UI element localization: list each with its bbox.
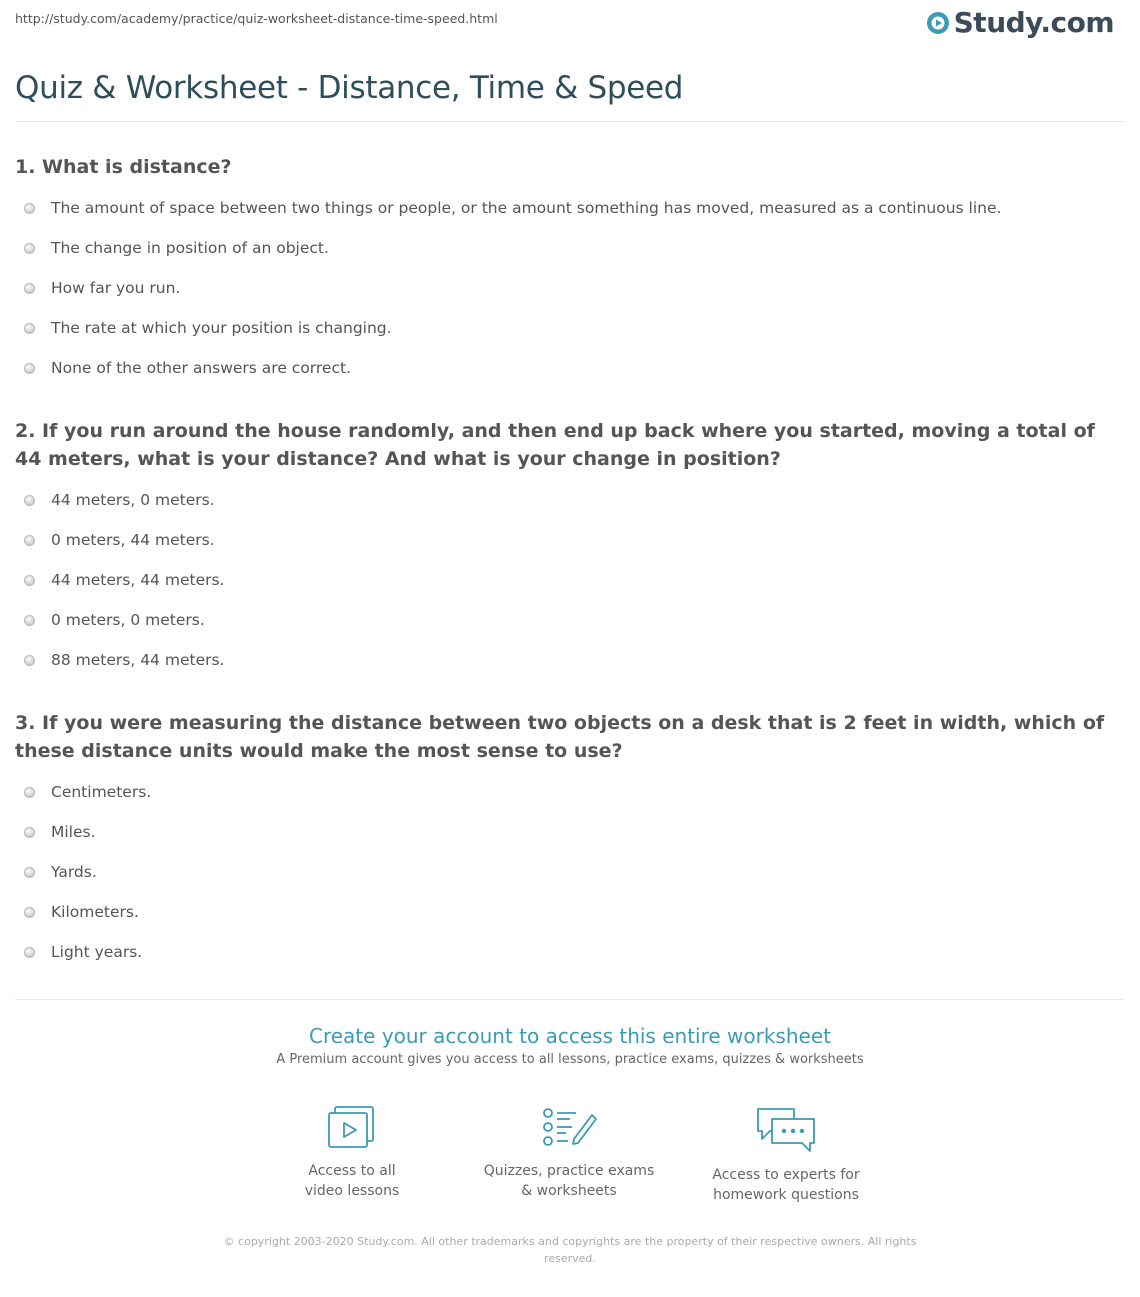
answer-option[interactable]: Centimeters.: [15, 772, 1120, 812]
question-text: 2. If you run around the house randomly, and then end up back where you started, moving a total of 44 meters, what is your distance? And what is your change in position?: [15, 420, 1095, 470]
brand-name: Study.com: [953, 6, 1114, 39]
premium-features: [0, 1105, 1140, 1205]
create-account-link[interactable]: Create your account to access this entire worksheet: [309, 1024, 831, 1048]
answer-option[interactable]: None of the other answers are correct.: [15, 348, 1120, 388]
answer-option[interactable]: 88 meters, 44 meters.: [15, 640, 1120, 680]
radio-button[interactable]: [24, 907, 35, 918]
cta-subtitle: A Premium account gives you access to all lessons, practice exams, quizzes & worksheets: [276, 1052, 864, 1067]
page-url: http://study.com/academy/practice/quiz-worksheet-distance-time-speed.html: [15, 11, 498, 26]
radio-button[interactable]: [24, 827, 35, 838]
answer-option[interactable]: The change in position of an object.: [15, 228, 1120, 268]
radio-button[interactable]: [24, 283, 35, 294]
answer-option[interactable]: The rate at which your position is changing.: [15, 308, 1120, 348]
radio-button[interactable]: [24, 323, 35, 334]
question-2: [15, 417, 1120, 680]
answer-option[interactable]: 44 meters, 44 meters.: [15, 560, 1120, 600]
radio-button[interactable]: [24, 203, 35, 214]
study-logo[interactable]: [926, 6, 1114, 39]
feature-quizzes: [469, 1105, 669, 1201]
answer-options: [15, 480, 1120, 680]
answer-option[interactable]: Light years.: [15, 932, 1120, 972]
feature-label: Access to all video lessons: [304, 1163, 400, 1199]
radio-button[interactable]: [24, 615, 35, 626]
radio-button[interactable]: [24, 363, 35, 374]
answer-options: [15, 772, 1120, 972]
answer-option[interactable]: Kilometers.: [15, 892, 1120, 932]
question-1: [15, 153, 1120, 388]
answer-option[interactable]: Yards.: [15, 852, 1120, 892]
radio-button[interactable]: [24, 787, 35, 798]
chat-bubbles-icon: [754, 1105, 818, 1155]
radio-button[interactable]: [24, 947, 35, 958]
radio-button[interactable]: [24, 495, 35, 506]
feature-label: Quizzes, practice exams & worksheets: [483, 1163, 655, 1199]
answer-option[interactable]: Miles.: [15, 812, 1120, 852]
answer-option[interactable]: How far you run.: [15, 268, 1120, 308]
radio-button[interactable]: [24, 655, 35, 666]
title-divider: [15, 121, 1125, 122]
answer-option[interactable]: The amount of space between two things or people, or the amount something has moved, measured as a continuous line.: [15, 188, 1120, 228]
question-text: 1. What is distance?: [15, 156, 232, 178]
copyright-footer: © copyright 2003-2020 Study.com. All other trademarks and copyrights are the property of their respective owners. All rights reserved.: [223, 1235, 917, 1265]
feature-label: Access to experts for homework questions: [712, 1167, 860, 1203]
feature-video-lessons: [252, 1105, 452, 1201]
radio-button[interactable]: [24, 535, 35, 546]
play-logo-icon: [926, 11, 950, 35]
quiz-checklist-icon: [540, 1105, 598, 1151]
question-text: 3. If you were measuring the distance between two objects on a desk that is 2 feet in width, which of these distance units would make the most sense to use?: [15, 712, 1105, 762]
radio-button[interactable]: [24, 575, 35, 586]
cta-divider: [15, 999, 1125, 1000]
answer-option[interactable]: 0 meters, 44 meters.: [15, 520, 1120, 560]
question-3: [15, 709, 1120, 972]
answer-options: [15, 188, 1120, 388]
answer-option[interactable]: 44 meters, 0 meters.: [15, 480, 1120, 520]
page-title: Quiz & Worksheet - Distance, Time & Speed: [15, 70, 684, 106]
feature-experts: [686, 1105, 886, 1205]
premium-cta: [0, 1024, 1140, 1067]
video-lesson-icon: [326, 1105, 378, 1151]
radio-button[interactable]: [24, 867, 35, 878]
radio-button[interactable]: [24, 243, 35, 254]
answer-option[interactable]: 0 meters, 0 meters.: [15, 600, 1120, 640]
